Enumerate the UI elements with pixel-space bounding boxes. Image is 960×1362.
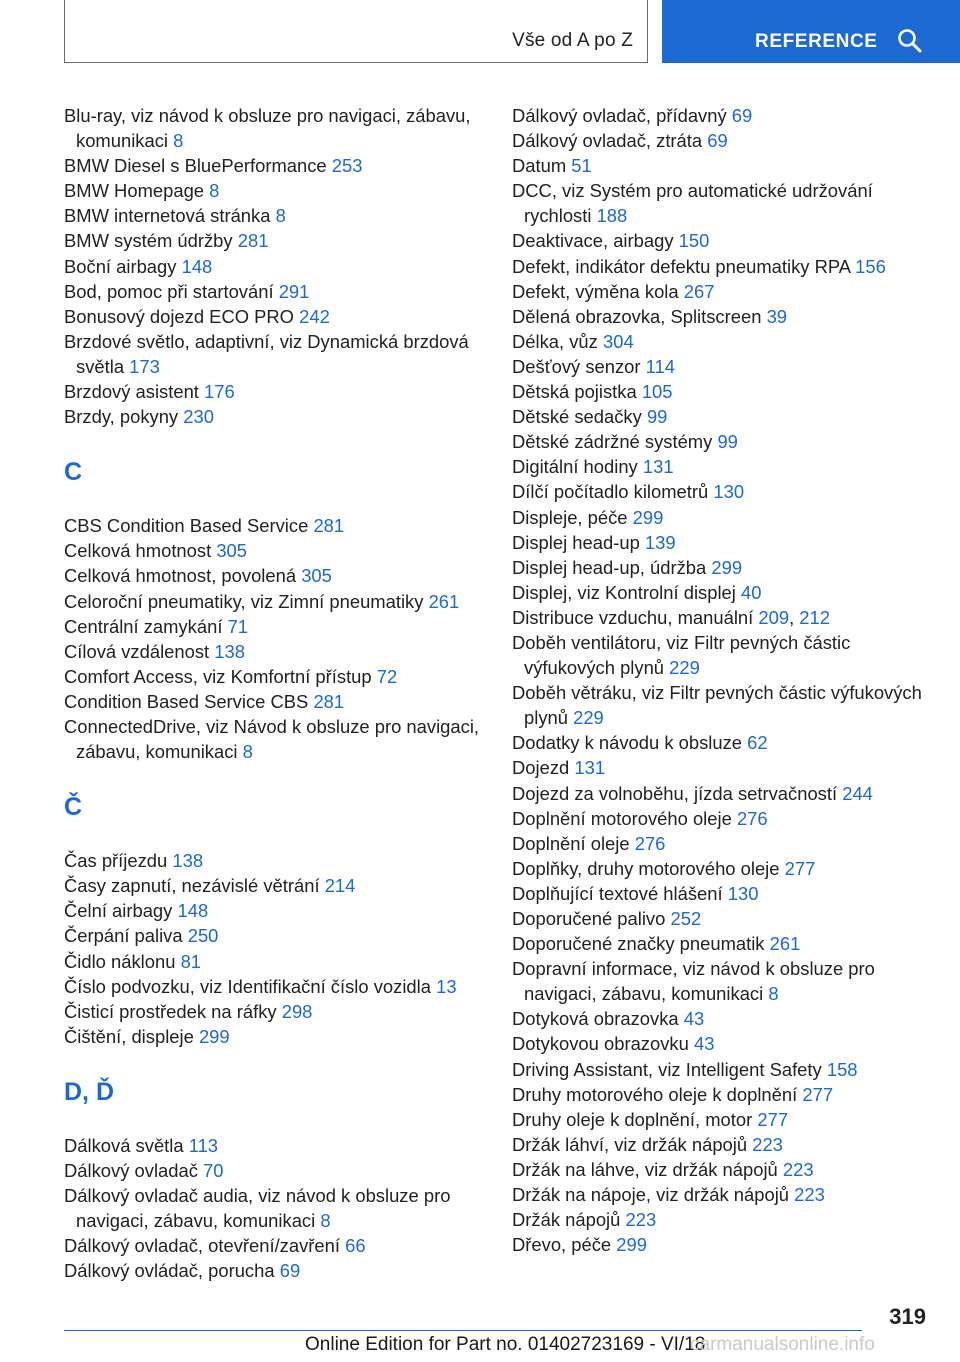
page-reference-link[interactable]: 51: [571, 155, 592, 177]
page-reference-link[interactable]: 242: [299, 305, 330, 327]
reference-label: REFERENCE: [755, 31, 878, 52]
page-reference-link[interactable]: 173: [129, 355, 160, 377]
index-entry-term: Dálkový ovládač, porucha: [64, 1260, 275, 1282]
search-icon[interactable]: [897, 28, 923, 54]
index-entry-term: DCC, viz Systém pro automatické udržování rychlosti: [512, 180, 873, 227]
index-entry-term: Centrální zamykání: [64, 615, 223, 637]
page-reference-link[interactable]: 277: [802, 1083, 834, 1105]
index-entry-term: Cílová vzdálenost: [64, 640, 210, 662]
index-entry-term: Brzdový asistent: [64, 381, 199, 403]
page-reference-link[interactable]: 113: [188, 1134, 219, 1156]
index-entry-term: Čas příjezdu: [64, 850, 168, 872]
index-entry: [64, 714, 484, 764]
page-reference-link[interactable]: 156: [855, 255, 886, 277]
index-entry: [512, 429, 937, 454]
index-entry-term: Blu-ray, viz návod k obsluze pro navigaci, zábavu, komunikaci: [64, 105, 471, 152]
index-entry: [512, 630, 937, 680]
index-entry: [64, 254, 484, 279]
page-reference-link[interactable]: 114: [645, 355, 675, 377]
index-entry-term: Držák nápojů: [512, 1209, 621, 1231]
index-entry-term: Doběh větráku, viz Filtr pevných částic výfukových plynů: [512, 682, 922, 729]
page-reference-link[interactable]: 212: [799, 606, 830, 628]
index-entry-term: Držák na láhve, viz držák nápojů: [512, 1158, 778, 1180]
index-entry-term: Dojezd: [512, 757, 570, 779]
page-reference-link[interactable]: 99: [717, 431, 738, 453]
index-entry: [64, 228, 484, 253]
index-entry-term: Displeje, péče: [512, 506, 628, 528]
index-entry-term: Doporučené značky pneumatik: [512, 933, 765, 955]
page-reference-link[interactable]: 176: [204, 381, 235, 403]
index-entry: [64, 279, 484, 304]
index-entry: [64, 329, 484, 379]
index-entry-term: Comfort Access, viz Komfortní přístup: [64, 665, 372, 687]
page-reference-link[interactable]: 8: [320, 1210, 331, 1232]
page-reference-link[interactable]: 150: [678, 230, 710, 252]
footer-watermark: carmanualsonline.info: [690, 1334, 875, 1355]
index-entry-term: Dopravní informace, viz návod k obsluze pro navigaci, zábavu, komunikaci: [512, 958, 875, 1005]
index-entry-term: Čelní airbagy: [64, 900, 173, 922]
index-column-right: [512, 103, 937, 1257]
index-entry: [64, 404, 484, 429]
index-entry: [512, 931, 937, 956]
index-letter-heading: C: [64, 458, 83, 487]
page-reference-link[interactable]: 304: [602, 330, 634, 352]
index-entry: [512, 505, 937, 530]
index-entry: [512, 103, 937, 128]
page-reference-link[interactable]: 81: [180, 950, 202, 972]
index-entry: [64, 873, 484, 898]
index-entry-term: Brzdové světlo, adaptivní, viz Dynamická brzdová světla: [64, 330, 469, 377]
index-column-left: [64, 103, 484, 1283]
index-entry: [64, 1024, 484, 1049]
index-entry-term: Digitální hodiny: [512, 456, 638, 478]
page-reference-link[interactable]: 252: [670, 908, 702, 929]
page-reference-link[interactable]: 305: [301, 565, 332, 587]
index-entry-term: Dílčí počítadlo kilometrů: [512, 481, 709, 503]
index-entry: [512, 379, 937, 404]
index-entry: [512, 153, 937, 178]
page-reference-link[interactable]: 223: [625, 1209, 657, 1231]
index-entry: [512, 178, 937, 228]
index-entry-term: Čištění, displeje: [64, 1025, 194, 1047]
index-entry-term: Doplnění oleje: [512, 832, 630, 854]
page-reference-link[interactable]: 291: [278, 280, 310, 302]
index-entry: [64, 563, 484, 588]
index-entry-term: Dřevo, péče: [512, 1234, 612, 1256]
index-entry: Distribuce vzduchu, manuální 209, 212: [512, 606, 830, 628]
page-reference-link[interactable]: 8: [242, 741, 253, 763]
index-entry-term: Brzdy, pokyny: [64, 406, 179, 428]
page-reference-link[interactable]: 72: [376, 665, 398, 687]
index-entry-term: Čisticí prostředek na ráfky: [64, 1000, 277, 1022]
index-entry: [64, 103, 484, 153]
index-entry: [512, 1057, 937, 1082]
index-entry-term: Dálková světla: [64, 1134, 184, 1156]
index-entry: [512, 881, 937, 906]
page-reference-link[interactable]: 8: [275, 205, 286, 227]
index-entry-term: Deaktivace, airbagy: [512, 230, 674, 252]
index-entry-term: Dělená obrazovka, Splitscreen: [512, 305, 762, 327]
index-entry-term: Dětská pojistka: [512, 381, 637, 403]
index-entry-term: Dodatky k návodu k obsluze: [512, 732, 743, 754]
index-entry-term: Bonusový dojezd ECO PRO: [64, 305, 294, 327]
page-reference-link[interactable]: 250: [187, 925, 219, 947]
page-reference-link[interactable]: 277: [757, 1108, 789, 1130]
index-entry-term: Celková hmotnost: [64, 540, 212, 562]
index-entry: [512, 304, 937, 329]
reference-tab[interactable]: [662, 0, 960, 63]
page-reference-link[interactable]: 43: [693, 1033, 715, 1055]
index-entry-term: Držák láhví, viz držák nápojů: [512, 1133, 748, 1155]
index-entry-term: Doběh ventilátoru, viz Filtr pevných částic výfukových plynů: [512, 631, 851, 679]
page-reference-link[interactable]: 223: [752, 1133, 783, 1155]
index-entry: [64, 664, 484, 689]
index-entry-term: Celoroční pneumatiky, viz Zimní pneumatiky: [64, 590, 424, 612]
index-entry-term: Dotyková obrazovka: [512, 1008, 679, 1030]
index-entry-term: Doporučené palivo: [512, 908, 666, 929]
page-reference-link[interactable]: 305: [216, 540, 248, 562]
header-section-tab: [64, 0, 648, 63]
index-entry: [512, 755, 937, 780]
index-entry-term: Druhy motorového oleje k doplnění: [512, 1083, 798, 1105]
footer-edition-text: Online Edition for Part no. 01402723169 - VI/18: [305, 1334, 706, 1355]
index-entry-term: Dálkový ovladač, přídavný: [512, 105, 727, 126]
index-entry: [512, 1157, 937, 1182]
index-entry-term: BMW internetová stránka: [64, 205, 271, 227]
index-entry-term: Dotykovou obrazovku: [512, 1033, 689, 1055]
index-entry: [512, 1082, 937, 1107]
page-reference-link[interactable]: 131: [574, 757, 606, 779]
page-reference-link[interactable]: 139: [644, 531, 676, 553]
index-entry: [64, 1133, 484, 1158]
page-reference-link[interactable]: 8: [209, 180, 220, 202]
index-entry: [512, 730, 937, 755]
index-entry: [64, 513, 484, 538]
index-entry: [64, 999, 484, 1024]
index-entry: [512, 1107, 937, 1132]
page-reference-link[interactable]: 43: [683, 1008, 705, 1030]
index-entry: [64, 898, 484, 923]
page-reference-link[interactable]: 223: [782, 1158, 814, 1180]
page-reference-link[interactable]: 209: [758, 606, 790, 628]
index-entry: [64, 153, 484, 178]
index-entry-term: Doplnění motorového oleje: [512, 807, 732, 829]
index-entry-term: Displej head-up, údržba: [512, 556, 707, 578]
page-reference-link[interactable]: 148: [181, 255, 213, 277]
index-entry: [512, 1132, 937, 1157]
index-entry-term: Doplňky, druhy motorového oleje: [512, 857, 780, 879]
index-entry-term: Dojezd za volnoběhu, jízda setrvačností: [512, 782, 838, 804]
page-reference-link[interactable]: 66: [345, 1235, 366, 1257]
index-entry-term: Dálkový ovladač, ztráta: [512, 130, 703, 152]
index-entry-term: ConnectedDrive, viz Návod k obsluze pro navigaci, zábavu, komunikaci: [64, 715, 480, 763]
index-entry: [512, 555, 937, 580]
index-entry: [512, 279, 937, 304]
page-reference-link[interactable]: 244: [842, 782, 873, 804]
index-entry: [512, 128, 937, 153]
index-entry: [512, 680, 937, 730]
index-entry-term: Datum: [512, 155, 567, 177]
index-entry: [512, 1006, 937, 1031]
page-reference-link[interactable]: 130: [727, 882, 759, 904]
index-entry-term: Defekt, výměna kola: [512, 280, 679, 302]
index-entry: [64, 614, 484, 639]
page-reference-link[interactable]: 276: [634, 832, 666, 854]
index-entry: [64, 974, 484, 999]
page-reference-link[interactable]: 39: [766, 305, 788, 327]
index-entry-term: Displej head-up: [512, 531, 640, 553]
index-entry: [64, 1233, 484, 1258]
index-entry: [512, 806, 937, 831]
page-reference-link[interactable]: 105: [641, 381, 673, 403]
index-entry: [512, 1182, 937, 1207]
index-entry: [512, 956, 937, 1006]
page-reference-link[interactable]: 261: [769, 933, 801, 955]
index-entry-term: Dětské sedačky: [512, 406, 642, 428]
page-reference-link[interactable]: 223: [794, 1184, 825, 1206]
index-letter-heading: D, Ď: [64, 1077, 114, 1106]
page-reference-link[interactable]: 281: [237, 230, 269, 252]
index-entry-term: Celková hmotnost, povolená: [64, 565, 297, 587]
index-entry: [512, 856, 937, 881]
page-reference-link[interactable]: 230: [183, 406, 214, 428]
index-entry: [64, 689, 484, 714]
page-reference-link[interactable]: 138: [172, 850, 204, 872]
index-entry-term: Dálkový ovladač audia, viz návod k obsluze pro navigaci, zábavu, komunikaci: [64, 1185, 451, 1232]
page-reference-link[interactable]: 188: [596, 205, 628, 227]
page-reference-link[interactable]: 299: [711, 556, 743, 578]
index-entry: [512, 228, 937, 253]
index-entry: [512, 530, 937, 555]
index-entry: [64, 538, 484, 563]
page-reference-link[interactable]: 276: [736, 807, 768, 829]
index-entry: [512, 580, 937, 605]
index-entry-term: Distribuce vzduchu, manuální: [512, 606, 754, 628]
page-reference-link[interactable]: 69: [731, 105, 753, 126]
index-entry-term: Condition Based Service CBS: [64, 690, 309, 712]
index-entry: [64, 379, 484, 404]
page-reference-link[interactable]: 253: [331, 155, 363, 177]
index-entry: [512, 831, 937, 856]
page-number: 319: [889, 1304, 926, 1329]
page-reference-link[interactable]: 298: [281, 1000, 313, 1022]
index-entry-term: Dálkový ovladač: [64, 1160, 198, 1181]
index-entry: [512, 906, 937, 931]
index-entry-term: Dětské zádržné systémy: [512, 431, 713, 453]
page-reference-link[interactable]: 299: [616, 1234, 647, 1256]
index-entry-term: Délka, vůz: [512, 330, 598, 352]
index-entry-term: Číslo podvozku, viz Identifikační číslo vozidla: [64, 975, 431, 997]
page-reference-link[interactable]: 99: [646, 406, 668, 428]
index-entry-term: Čidlo náklonu: [64, 950, 176, 972]
index-entry: [512, 454, 937, 479]
index-entry-term: Čerpání paliva: [64, 925, 183, 947]
page-reference-link[interactable]: 8: [768, 983, 779, 1005]
index-entry-term: Bod, pomoc při startování: [64, 280, 274, 302]
index-entry-term: Časy zapnutí, nezávislé větrání: [64, 875, 320, 897]
page-reference-link[interactable]: 69: [279, 1260, 301, 1282]
index-entry-term: Dešťový senzor: [512, 355, 641, 377]
page-reference-link[interactable]: 267: [683, 280, 715, 302]
index-entry-term: Displej, viz Kontrolní displej: [512, 581, 736, 603]
index-entry: [512, 781, 937, 806]
page-reference-link[interactable]: 281: [313, 690, 345, 712]
index-entry-term: Boční airbagy: [64, 255, 177, 277]
index-entry: [512, 354, 937, 379]
index-entry: [64, 203, 484, 228]
page-reference-link[interactable]: 299: [198, 1025, 230, 1047]
page-reference-link[interactable]: 138: [214, 640, 245, 662]
index-entry-term: CBS Condition Based Service: [64, 515, 309, 537]
footer-divider: [64, 1330, 862, 1331]
index-entry: [512, 1031, 937, 1056]
page-reference-link[interactable]: 13: [436, 975, 457, 997]
index-entry: [64, 304, 484, 329]
page-reference-link[interactable]: 130: [713, 481, 745, 503]
index-entry: [64, 639, 484, 664]
page-reference-link[interactable]: 299: [632, 506, 664, 528]
index-entry: [64, 848, 484, 873]
index-entry: [512, 404, 937, 429]
section-title: Vše od A po Z: [512, 30, 633, 51]
page-reference-link[interactable]: 8: [173, 130, 184, 152]
index-entry-term: BMW systém údržby: [64, 230, 233, 252]
index-entry: [512, 1232, 937, 1257]
index-entry: [64, 1183, 484, 1233]
page-reference-link[interactable]: 71: [227, 615, 249, 637]
page-reference-link[interactable]: 229: [573, 707, 604, 729]
index-entry: [512, 254, 937, 279]
index-entry-term: BMW Diesel s BluePerformance: [64, 155, 327, 177]
page-reference-link[interactable]: 261: [428, 590, 460, 612]
index-entry-term: Druhy oleje k doplnění, motor: [512, 1108, 753, 1130]
page-reference-link[interactable]: 148: [177, 900, 209, 922]
index-entry-term: Držák na nápoje, viz držák nápojů: [512, 1184, 790, 1206]
index-entry: [64, 949, 484, 974]
index-entry: [512, 1207, 937, 1232]
page-reference-link[interactable]: 229: [669, 657, 700, 679]
page-reference-link[interactable]: 40: [740, 581, 762, 603]
index-entry: [64, 589, 484, 614]
page-reference-link[interactable]: 158: [826, 1058, 858, 1080]
page-reference-link[interactable]: 70: [203, 1160, 224, 1181]
page-reference-link[interactable]: 281: [313, 515, 345, 537]
index-entry-term: Driving Assistant, viz Intelligent Safety: [512, 1058, 822, 1080]
index-entry-term: Dálkový ovladač, otevření/zavření: [64, 1235, 340, 1257]
index-entry: [64, 1258, 484, 1283]
index-entry-term: Defekt, indikátor defektu pneumatiky RPA: [512, 255, 851, 277]
index-entry: [64, 178, 484, 203]
page-reference-link[interactable]: 62: [747, 732, 768, 754]
index-entry-term: BMW Homepage: [64, 180, 205, 202]
index-entry: [512, 329, 937, 354]
index-entry-term: Doplňující textové hlášení: [512, 882, 723, 904]
index-entry: [512, 479, 937, 504]
page-reference-link[interactable]: 131: [642, 456, 674, 478]
index-entry: [64, 923, 484, 948]
page-reference-link[interactable]: 277: [784, 857, 816, 879]
page-reference-link[interactable]: 69: [707, 130, 728, 152]
index-letter-heading: Č: [64, 793, 83, 822]
index-entry: [64, 1158, 484, 1183]
page-reference-link[interactable]: 214: [324, 875, 356, 897]
